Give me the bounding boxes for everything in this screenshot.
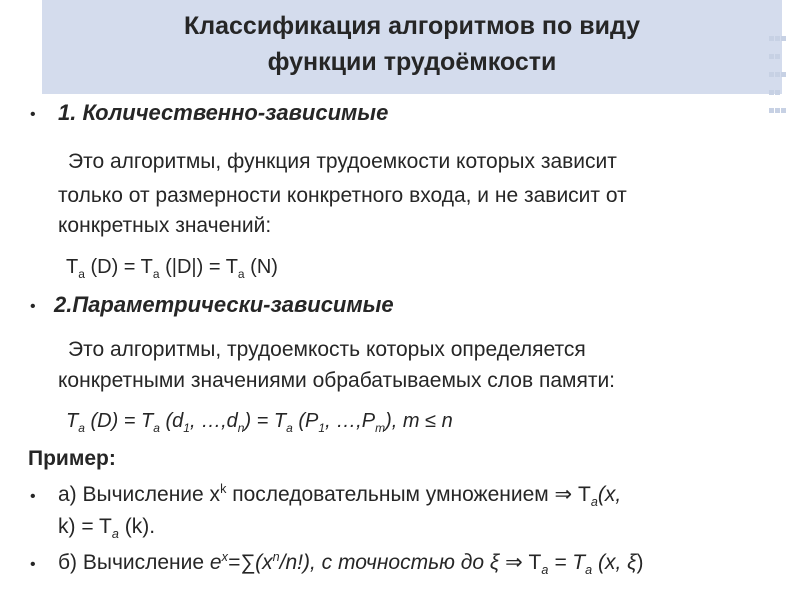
example-text: ⇒ T — [499, 551, 542, 574]
slide-title — [42, 8, 782, 80]
formula-text: (D) = T — [84, 410, 154, 432]
formula-subscript: a — [153, 421, 160, 435]
dot — [781, 108, 786, 113]
bullet-example-b: • — [30, 556, 36, 573]
formula-subscript: 1 — [183, 421, 190, 435]
example-subscript: a — [541, 563, 549, 578]
example-text: e — [209, 551, 222, 574]
formula-subscript: a — [237, 267, 245, 281]
formula-text: ) = T — [244, 410, 287, 432]
dot — [769, 108, 774, 113]
example-text: а) Вычисление x — [58, 483, 221, 506]
example-subscript: a — [585, 563, 593, 578]
xi-symbol: ξ — [489, 551, 500, 574]
example-text: (x, — [597, 483, 622, 506]
example-label: Пример: — [28, 447, 116, 470]
example-text: последовательным умножением ⇒ T — [226, 483, 591, 506]
example-text: (k). — [118, 515, 156, 538]
example-text: б) Вычисление — [58, 551, 210, 574]
section-2-para-line-2: конкретными значениями обрабатываемых слов памяти: — [58, 369, 616, 392]
bullet-section-2: • — [30, 298, 36, 315]
section-2-formula — [66, 408, 453, 434]
example-superscript: k — [220, 482, 227, 496]
formula-subscript: 1 — [318, 421, 326, 435]
dot — [775, 54, 780, 59]
dot — [769, 36, 774, 41]
formula-subscript: n — [237, 421, 245, 435]
bullet-example-a: • — [30, 488, 36, 505]
dot — [775, 36, 780, 41]
example-text: /n!), с точностью до — [279, 551, 490, 574]
formula-text: (P — [292, 410, 319, 432]
formula-text: T — [66, 256, 79, 278]
example-a-line-2 — [58, 514, 155, 540]
formula-text: (d — [159, 410, 184, 432]
dot — [781, 72, 786, 77]
section-2-heading: 2.Параметрически-зависимые — [54, 292, 394, 317]
example-text: (x, — [592, 551, 628, 574]
formula-text: (|D|) = T — [159, 256, 238, 278]
section-1-heading: 1. Количественно-зависимые — [58, 100, 389, 125]
dot — [775, 72, 780, 77]
decorative-dots — [769, 28, 793, 118]
section-1-formula — [66, 254, 278, 280]
dot — [775, 90, 780, 95]
example-text: ) — [636, 551, 644, 574]
formula-subscript: m — [375, 421, 386, 435]
example-superscript: x — [221, 550, 228, 564]
formula-text: ), m ≤ n — [385, 410, 453, 432]
formula-text: (D) = T — [84, 256, 153, 278]
example-text: k) = T — [58, 515, 112, 538]
title-line-2: функции трудоёмкости — [267, 48, 557, 76]
dot — [781, 36, 786, 41]
formula-subscript: a — [78, 267, 85, 281]
formula-text: , …,P — [325, 410, 376, 432]
formula-text: (N) — [244, 256, 278, 278]
example-subscript: a — [111, 527, 119, 542]
dot — [769, 90, 774, 95]
section-2-para-line-1: Это алгоритмы, трудоемкость которых определяется — [68, 338, 586, 361]
example-text: = T — [548, 551, 586, 574]
formula-subscript: a — [152, 267, 160, 281]
example-subscript: a — [590, 495, 598, 510]
xi-symbol: ξ — [627, 551, 637, 574]
formula-text: , …,d — [189, 410, 238, 432]
dot — [769, 54, 774, 59]
formula-text: T — [66, 410, 79, 432]
bullet-section-1: • — [30, 106, 36, 123]
example-superscript: n — [272, 550, 280, 564]
formula-subscript: a — [78, 421, 85, 435]
section-1-para-line-1: Это алгоритмы, функция трудоемкости которых зависит — [68, 150, 617, 173]
example-a-line-1 — [58, 482, 621, 508]
example-b-line — [58, 550, 644, 576]
dot — [775, 108, 780, 113]
title-line-1: Классификация алгоритмов по виду — [183, 12, 641, 40]
dot — [769, 72, 774, 77]
section-1-para-line-2: только от размерности конкретного входа, и не зависит от — [58, 184, 627, 207]
formula-subscript: a — [286, 421, 293, 435]
example-text: =∑(x — [227, 551, 273, 574]
section-1-para-line-3: конкретных значений: — [58, 214, 272, 237]
